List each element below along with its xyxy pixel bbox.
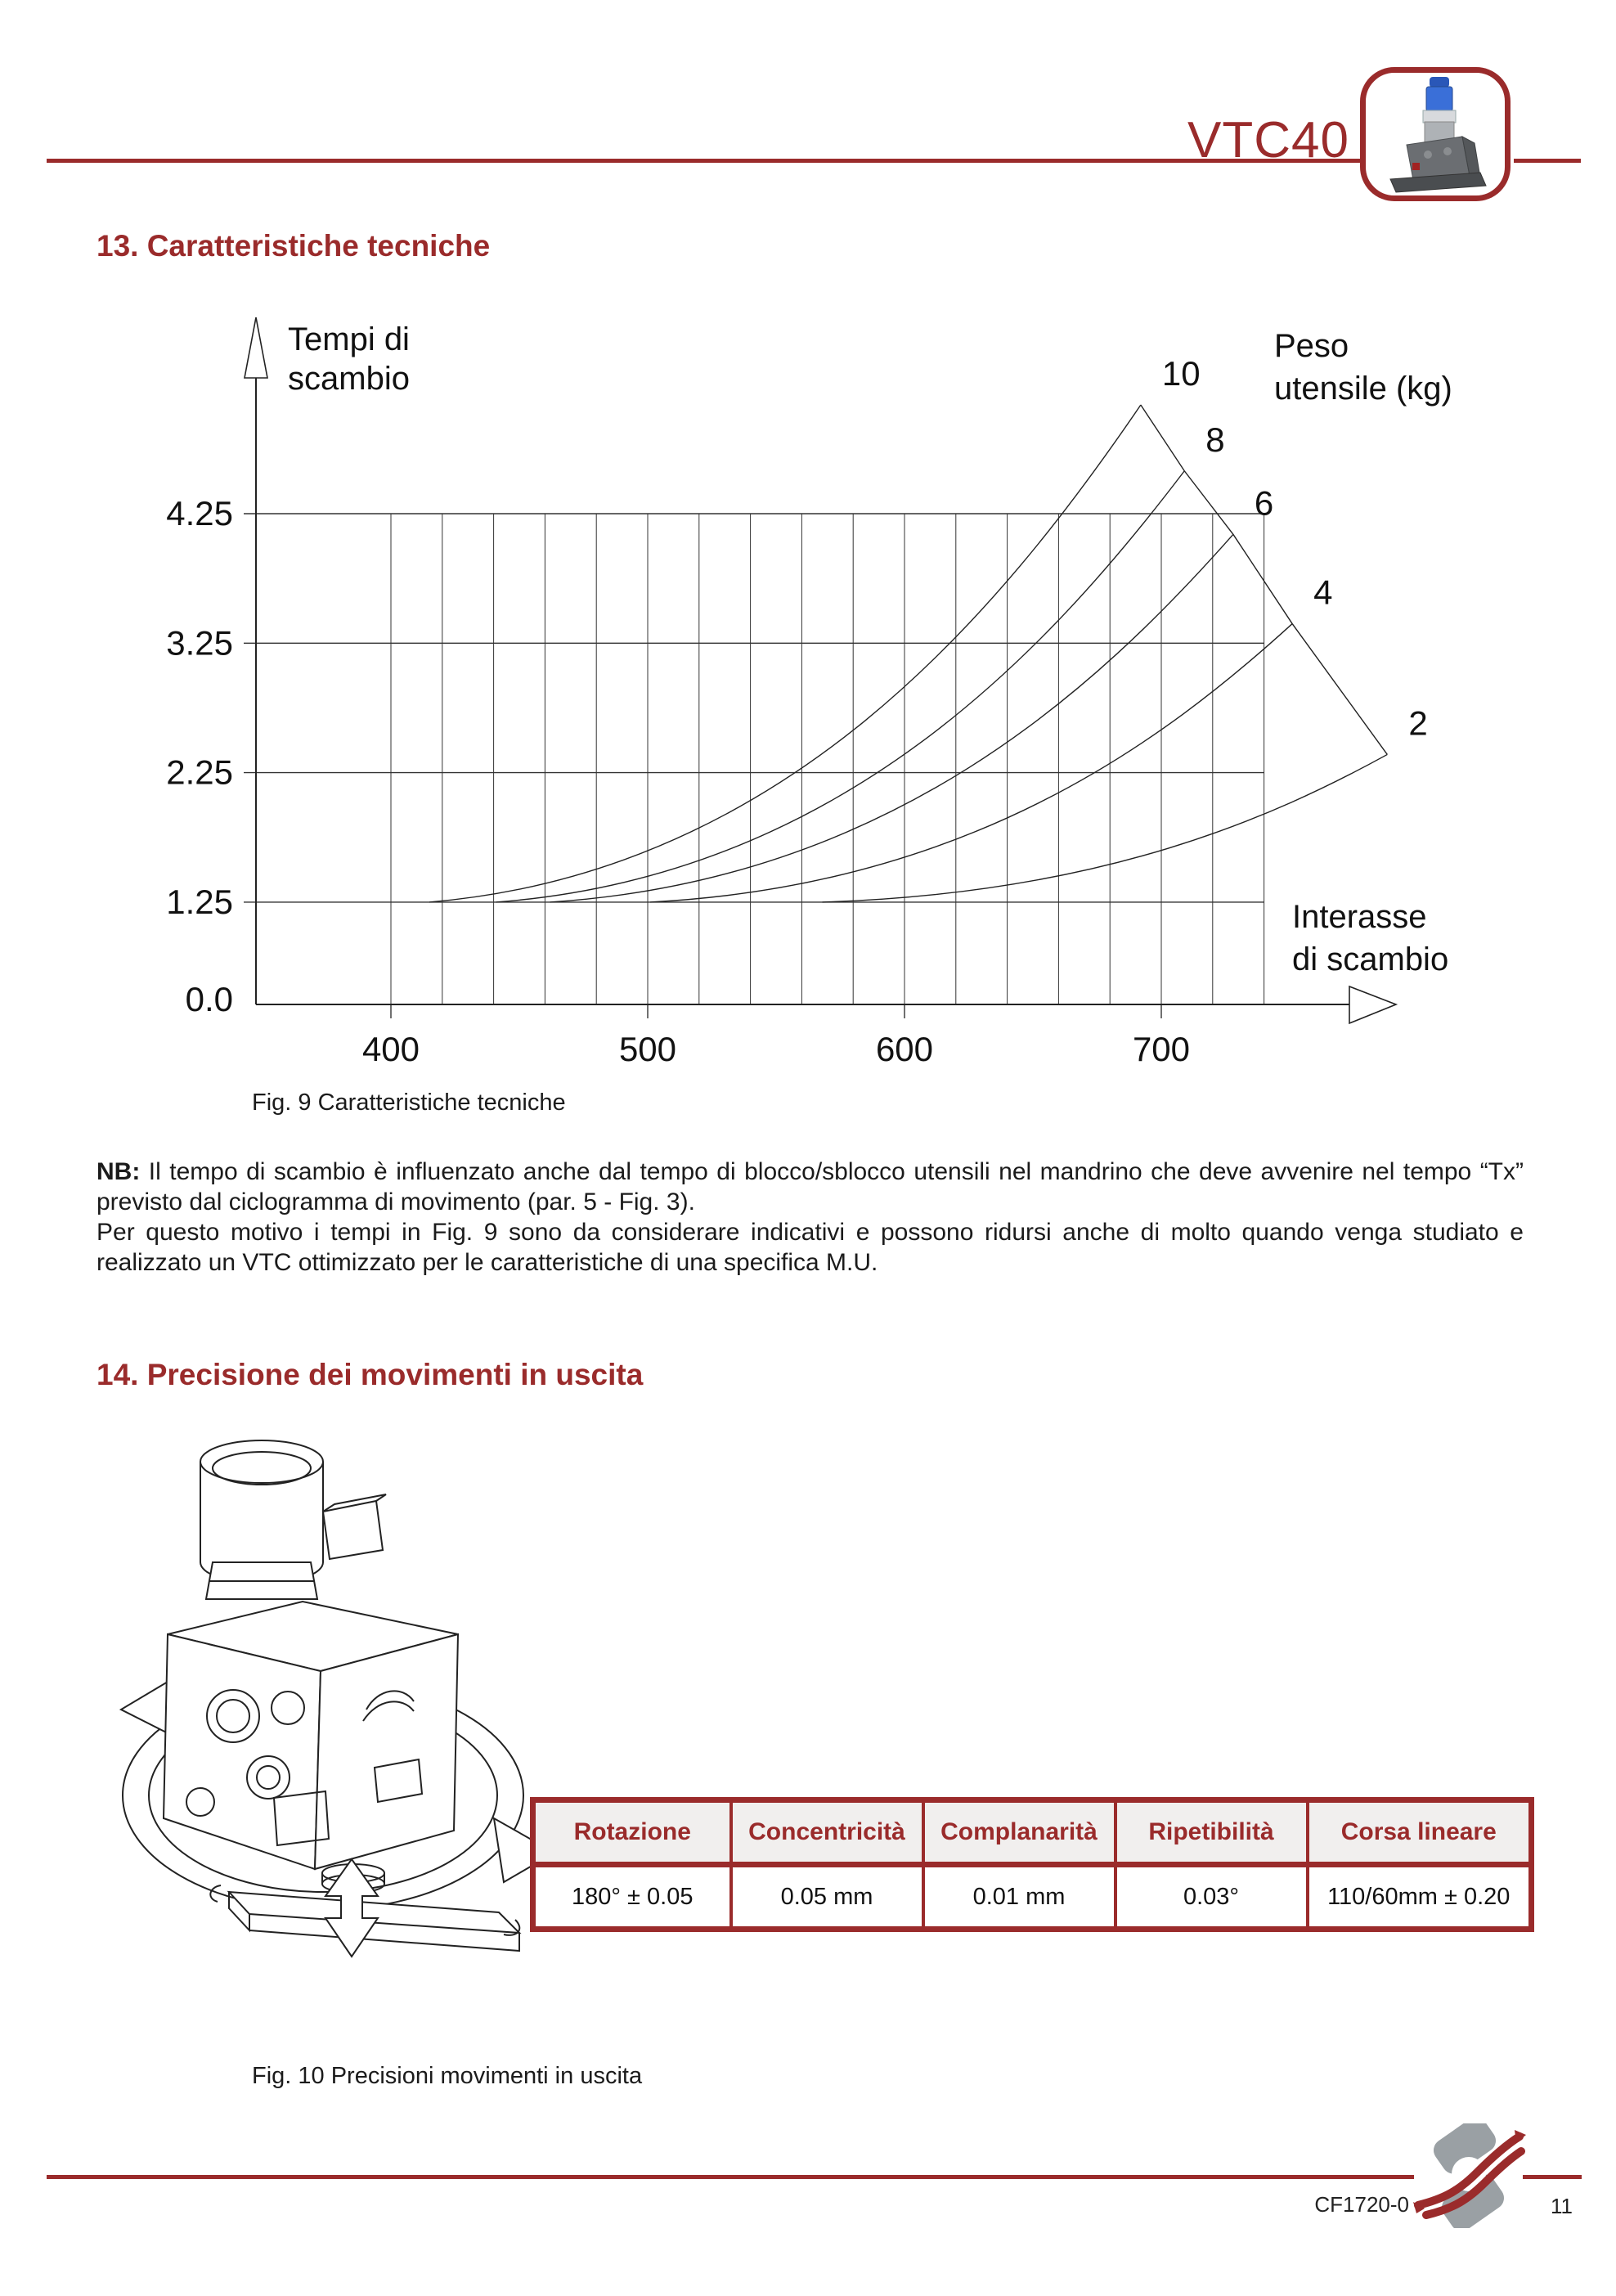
page-number: 11 xyxy=(1551,2194,1573,2218)
x-tick-label: 600 xyxy=(875,1030,934,1068)
table-header-row xyxy=(533,1800,1532,1865)
doc-code: CF1720-0 xyxy=(1314,2192,1409,2217)
section-13-title: 13. Caratteristiche tecniche xyxy=(97,229,491,263)
y-tick-label: 3.25 xyxy=(166,623,233,663)
table-header-cell: Corsa lineare xyxy=(1308,1800,1532,1865)
y-tick-label: 4.25 xyxy=(166,494,233,532)
machine-figure xyxy=(106,1427,564,1963)
y-axis-title: scambio xyxy=(288,361,410,397)
x-tick-label: 500 xyxy=(618,1030,677,1068)
table-value-cell: 110/60mm ± 0.20 xyxy=(1308,1865,1532,1930)
vtc-unit-photo-icon xyxy=(1366,73,1505,195)
series-label-4: 4 xyxy=(1313,573,1333,612)
y-tick-label: 2.25 xyxy=(166,753,233,792)
footer-rule-right xyxy=(1523,2175,1582,2179)
legend-title: Peso xyxy=(1274,328,1349,364)
table-header-cell: Concentricità xyxy=(731,1800,923,1865)
y-axis-arrow-icon xyxy=(245,317,267,378)
section-14-title: 14. Precisione dei movimenti in uscita xyxy=(97,1358,644,1391)
series-curve-4 xyxy=(650,624,1292,902)
y-tick-label: 1.25 xyxy=(166,882,233,921)
y-axis-title: Tempi di xyxy=(288,321,410,357)
table-header-cell: Ripetibilità xyxy=(1115,1800,1308,1865)
x-axis-title: Interasse xyxy=(1292,899,1427,935)
nb-paragraph-2: Per questo motivo i tempi in Fig. 9 sono da considerare indicativi e possono ridursi anche di molto quando venga studiato e realizzato un VTC ottimizzato per le caratteristiche di una specifica M.U. xyxy=(97,1219,1524,1276)
product-title: VTC40 xyxy=(1187,112,1349,168)
x-axis-title: di scambio xyxy=(1292,941,1449,977)
fig9-chart xyxy=(0,294,1616,1096)
nb-paragraph xyxy=(97,1157,1524,1278)
nb-text-1: Il tempo di scambio è influenzato anche dal tempo di blocco/sblocco utensili nel mandrino che deve avvenire nel tempo “Tx” previsto dal ciclogramma di movimento (par. 5 - Fig. 3). xyxy=(97,1158,1524,1215)
nb-paragraph-1 xyxy=(97,1157,1524,1217)
precision-table xyxy=(530,1797,1534,1932)
series-label-10: 10 xyxy=(1161,354,1201,393)
table-header-cell: Rotazione xyxy=(533,1800,731,1865)
fig9-caption: Fig. 9 Caratteristiche tecniche xyxy=(252,1090,566,1116)
table-data-row xyxy=(533,1865,1532,1930)
series-curve-6 xyxy=(550,534,1233,902)
header-product-badge xyxy=(1360,67,1511,201)
table-header-cell: Complanarità xyxy=(923,1800,1115,1865)
table-value-cell: 0.01 mm xyxy=(923,1865,1115,1930)
series-label-6: 6 xyxy=(1254,483,1274,523)
company-logo-icon xyxy=(1412,2123,1526,2228)
x-tick-label: 400 xyxy=(361,1030,420,1068)
series-curve-8 xyxy=(496,471,1185,902)
nb-label: NB: xyxy=(97,1158,141,1185)
table-value-cell: 0.03° xyxy=(1115,1865,1308,1930)
table-value-cell: 180° ± 0.05 xyxy=(533,1865,731,1930)
table-value-cell: 0.05 mm xyxy=(731,1865,923,1930)
header-rule-right xyxy=(1514,159,1581,163)
series-label-2: 2 xyxy=(1408,703,1428,743)
fig10-caption: Fig. 10 Precisioni movimenti in uscita xyxy=(252,2063,643,2089)
y-origin-label: 0.0 xyxy=(185,980,233,1018)
footer-rule-left xyxy=(47,2175,1414,2179)
legend-title: utensile (kg) xyxy=(1274,371,1452,407)
x-axis-arrow-icon xyxy=(1349,986,1396,1023)
series-curve-2 xyxy=(823,754,1388,901)
series-curve-10 xyxy=(429,405,1141,902)
series-label-8: 8 xyxy=(1205,420,1225,459)
x-tick-label: 700 xyxy=(1132,1030,1191,1068)
